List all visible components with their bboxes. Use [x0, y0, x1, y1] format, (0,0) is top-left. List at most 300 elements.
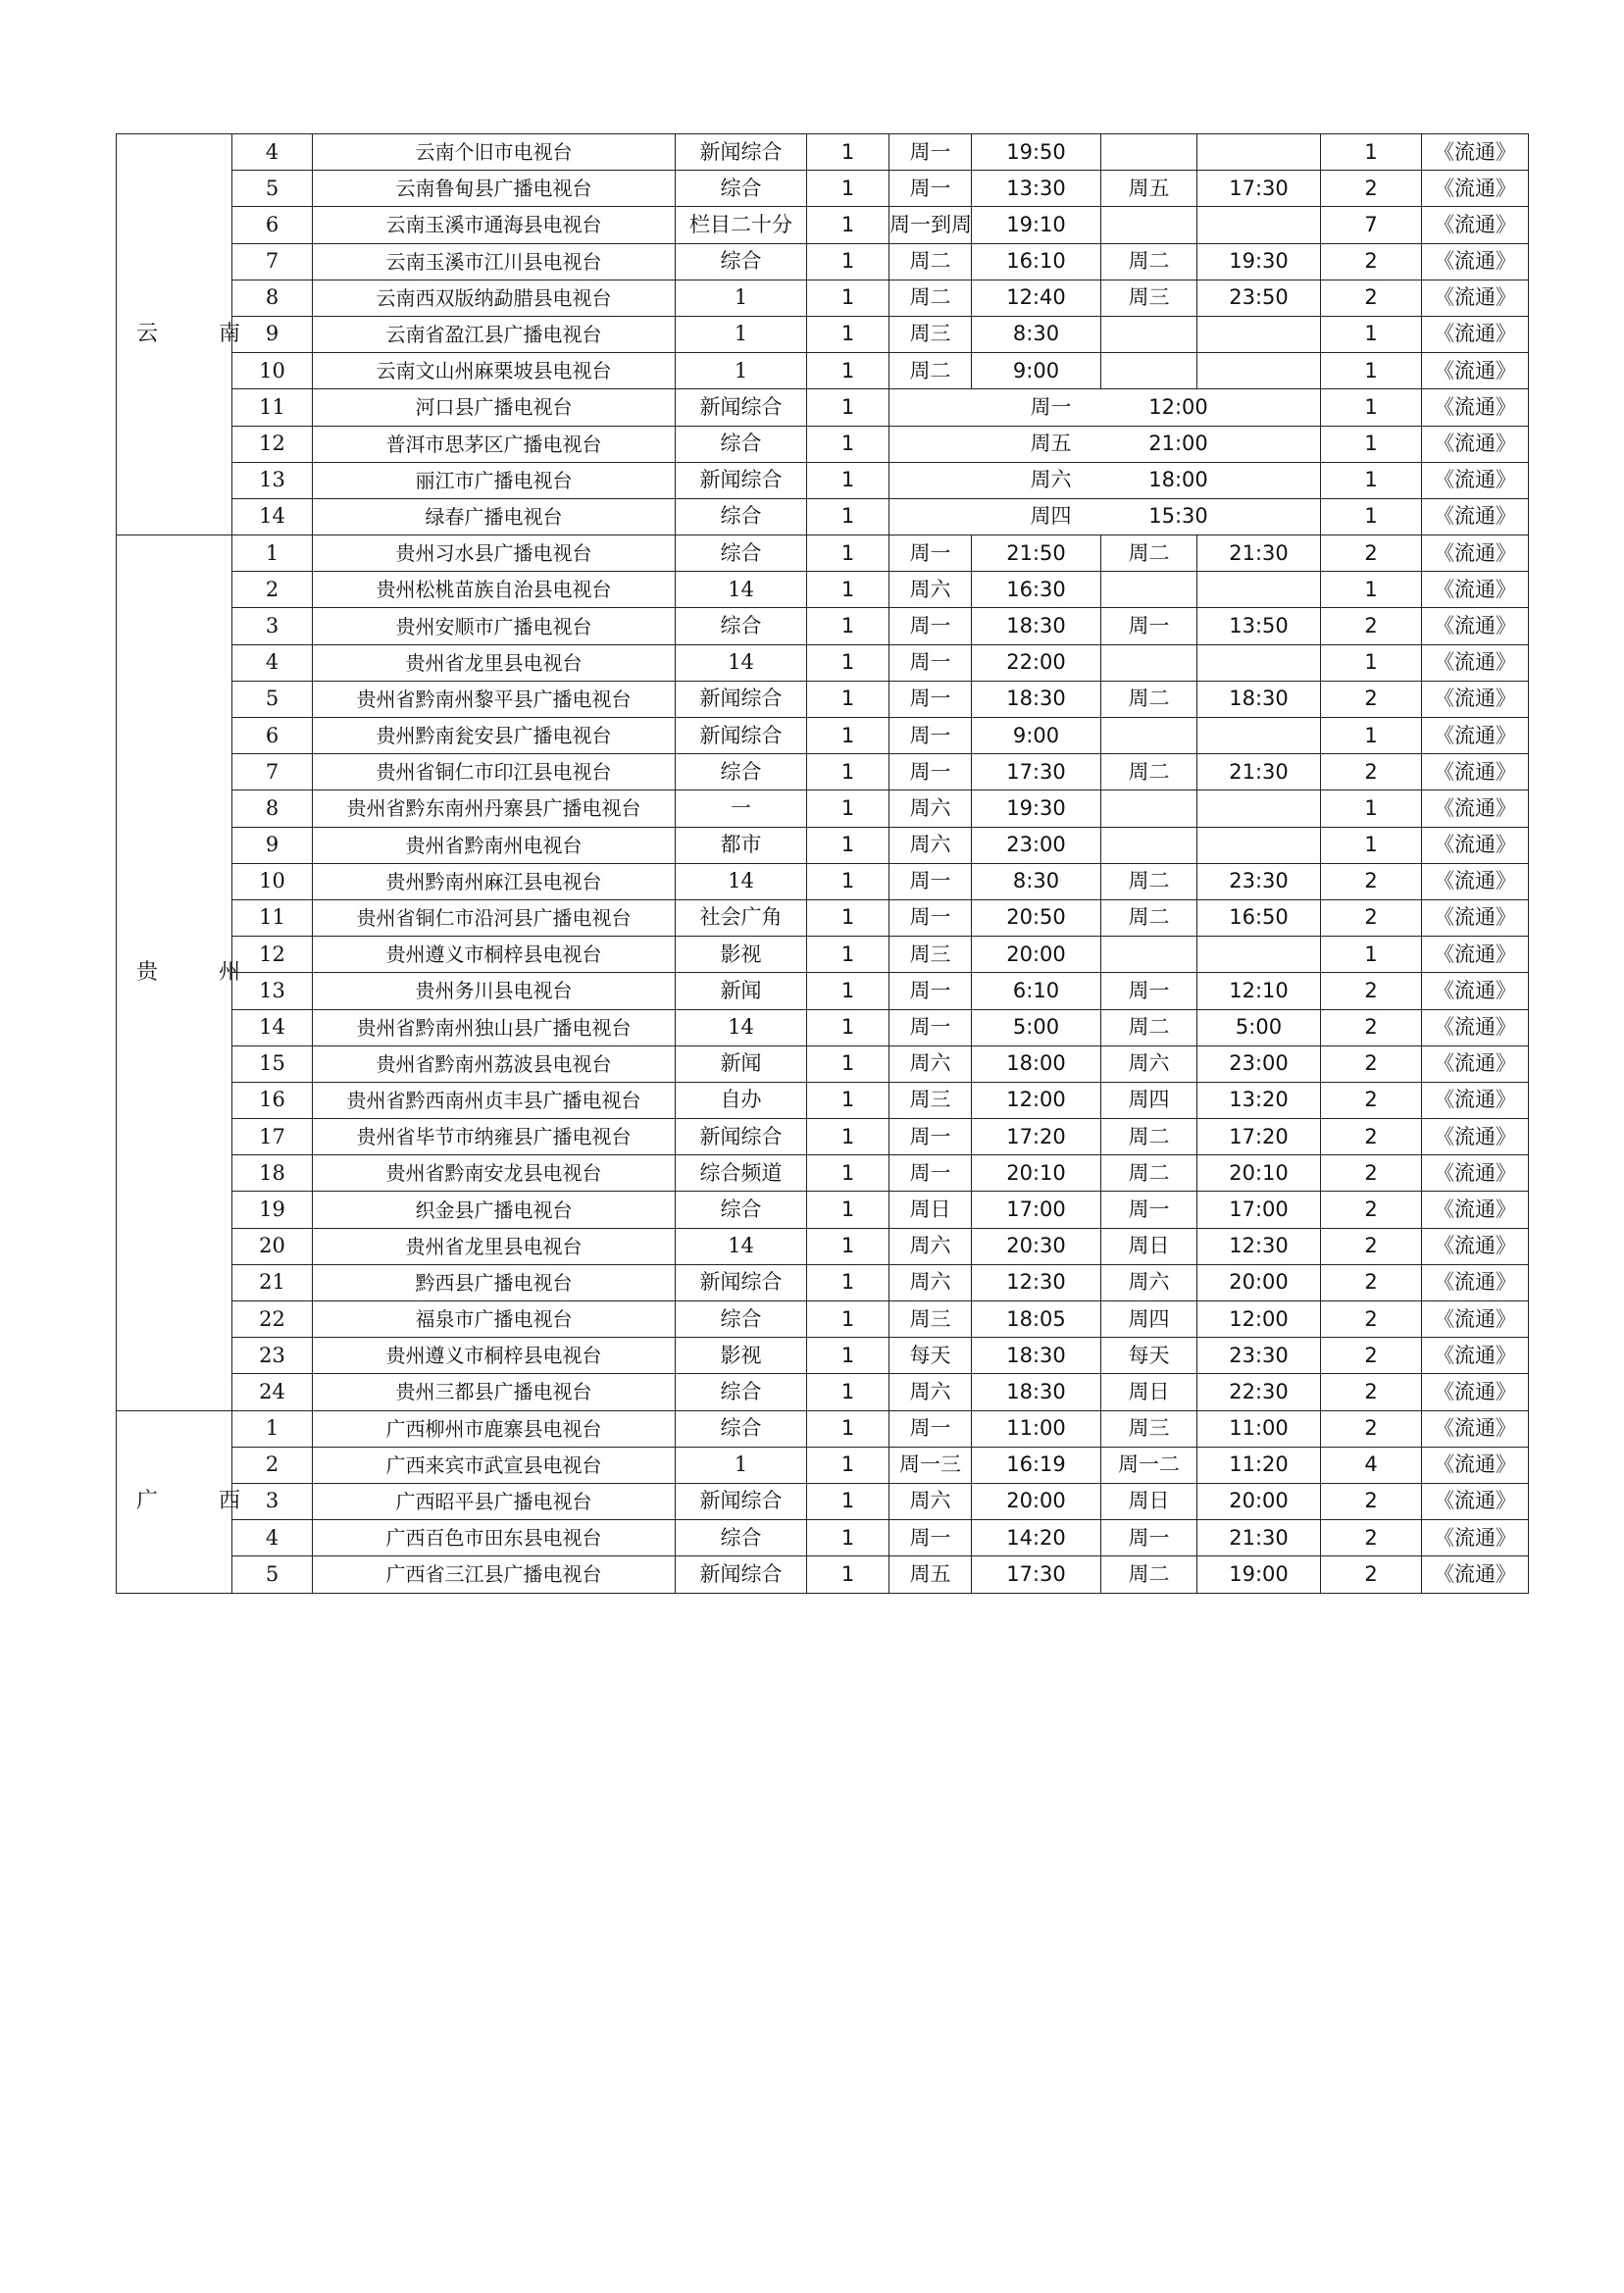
- station-name-cell: 云南省盈江县广播电视台: [313, 316, 676, 352]
- program-cell: 《流通》: [1422, 280, 1529, 316]
- first-time-cell: 18:30: [972, 1338, 1101, 1374]
- station-name-cell: 广西省三江县广播电视台: [313, 1556, 676, 1593]
- channel-cell: 综合: [676, 426, 807, 462]
- broadcast-time: 18:00: [1148, 468, 1208, 492]
- times-cell: 2: [1321, 973, 1422, 1009]
- station-name-cell: 河口县广播电视台: [313, 389, 676, 426]
- channel-cell: 新闻综合: [676, 1264, 807, 1300]
- second-day-cell: 周日: [1101, 1483, 1197, 1519]
- program-cell: 《流通》: [1422, 1228, 1529, 1264]
- row-number-cell: 13: [232, 973, 313, 1009]
- first-time-cell: 16:19: [972, 1447, 1101, 1483]
- second-time-cell: 11:20: [1197, 1447, 1321, 1483]
- first-day-cell: 周一三: [889, 1447, 972, 1483]
- first-day-cell: 每天: [889, 1338, 972, 1374]
- row-number-cell: 23: [232, 1338, 313, 1374]
- station-name-cell: 贵州省黔南州黎平县广播电视台: [313, 681, 676, 717]
- row-number-cell: 2: [232, 572, 313, 608]
- program-cell: 《流通》: [1422, 535, 1529, 572]
- station-name-cell: 贵州省龙里县电视台: [313, 644, 676, 681]
- station-name-cell: 贵州省黔南安龙县电视台: [313, 1155, 676, 1192]
- times-cell: 2: [1321, 1119, 1422, 1155]
- first-day-cell: 周一: [889, 681, 972, 717]
- second-time-cell: 23:30: [1197, 1338, 1321, 1374]
- broadcast-day: 周一: [1030, 394, 1072, 419]
- station-name-cell: 贵州省毕节市纳雍县广播电视台: [313, 1119, 676, 1155]
- second-day-cell: 周二: [1101, 1009, 1197, 1045]
- count-cell: 1: [807, 1264, 889, 1300]
- row-number-cell: 22: [232, 1301, 313, 1338]
- channel-cell: 影视: [676, 937, 807, 973]
- station-name-cell: 贵州省铜仁市沿河县广播电视台: [313, 899, 676, 936]
- times-cell: 2: [1321, 1264, 1422, 1300]
- program-cell: 《流通》: [1422, 243, 1529, 280]
- second-time-cell: 21:30: [1197, 535, 1321, 572]
- second-day-cell: [1101, 353, 1197, 389]
- station-name-cell: 绿春广播电视台: [313, 498, 676, 535]
- channel-cell: 综合: [676, 1520, 807, 1556]
- times-cell: 4: [1321, 1447, 1422, 1483]
- count-cell: 1: [807, 899, 889, 936]
- program-cell: 《流通》: [1422, 899, 1529, 936]
- times-cell: 1: [1321, 644, 1422, 681]
- first-time-cell: 20:10: [972, 1155, 1101, 1192]
- channel-cell: 综合: [676, 171, 807, 207]
- row-number-cell: 5: [232, 1556, 313, 1593]
- row-number-cell: 13: [232, 462, 313, 498]
- channel-cell: 综合: [676, 1192, 807, 1228]
- channel-cell: 1: [676, 1447, 807, 1483]
- second-time-cell: 13:20: [1197, 1082, 1321, 1118]
- program-cell: 《流通》: [1422, 316, 1529, 352]
- first-day-cell: 周六: [889, 572, 972, 608]
- first-day-cell: 周一: [889, 899, 972, 936]
- second-day-cell: 周日: [1101, 1228, 1197, 1264]
- count-cell: 1: [807, 171, 889, 207]
- times-cell: 1: [1321, 316, 1422, 352]
- times-cell: 2: [1321, 1483, 1422, 1519]
- station-name-cell: 贵州松桃苗族自治县电视台: [313, 572, 676, 608]
- first-day-cell: 周一: [889, 1410, 972, 1447]
- station-name-cell: 云南文山州麻栗坡县电视台: [313, 353, 676, 389]
- first-time-cell: 19:10: [972, 207, 1101, 243]
- count-cell: 1: [807, 426, 889, 462]
- table-row: [117, 353, 1529, 389]
- times-cell: 2: [1321, 1338, 1422, 1374]
- times-cell: 1: [1321, 134, 1422, 171]
- second-time-cell: [1197, 827, 1321, 863]
- first-day-cell: 周六: [889, 827, 972, 863]
- row-number-cell: 4: [232, 1520, 313, 1556]
- count-cell: 1: [807, 790, 889, 827]
- times-cell: 1: [1321, 937, 1422, 973]
- first-time-cell: 19:30: [972, 790, 1101, 827]
- second-time-cell: 17:00: [1197, 1192, 1321, 1228]
- second-time-cell: 19:00: [1197, 1556, 1321, 1593]
- table-row: [117, 1447, 1529, 1483]
- channel-cell: 综合: [676, 1301, 807, 1338]
- second-day-cell: 周一: [1101, 1520, 1197, 1556]
- station-name-cell: 贵州省黔南州荔波县电视台: [313, 1045, 676, 1082]
- row-number-cell: 7: [232, 243, 313, 280]
- first-day-cell: 周一: [889, 1520, 972, 1556]
- station-name-cell: 贵州习水县广播电视台: [313, 535, 676, 572]
- program-cell: 《流通》: [1422, 1338, 1529, 1374]
- count-cell: 1: [807, 973, 889, 1009]
- program-cell: 《流通》: [1422, 1447, 1529, 1483]
- count-cell: 1: [807, 316, 889, 352]
- row-number-cell: 9: [232, 827, 313, 863]
- row-number-cell: 10: [232, 863, 313, 899]
- first-day-cell: 周一: [889, 754, 972, 790]
- channel-cell: 新闻综合: [676, 718, 807, 754]
- first-day-cell: 周一: [889, 134, 972, 171]
- second-day-cell: [1101, 316, 1197, 352]
- channel-cell: 综合: [676, 608, 807, 644]
- broadcast-time: 12:00: [1148, 394, 1208, 419]
- station-name-cell: 广西百色市田东县电视台: [313, 1520, 676, 1556]
- second-time-cell: 5:00: [1197, 1009, 1321, 1045]
- first-day-cell: 周三: [889, 1301, 972, 1338]
- program-cell: 《流通》: [1422, 426, 1529, 462]
- station-name-cell: 黔西县广播电视台: [313, 1264, 676, 1300]
- program-cell: 《流通》: [1422, 498, 1529, 535]
- station-name-cell: 云南玉溪市通海县电视台: [313, 207, 676, 243]
- count-cell: 1: [807, 1301, 889, 1338]
- table-row: [117, 1301, 1529, 1338]
- table-row: [117, 899, 1529, 936]
- channel-cell: 14: [676, 644, 807, 681]
- times-cell: 1: [1321, 790, 1422, 827]
- times-cell: 2: [1321, 1009, 1422, 1045]
- times-cell: 2: [1321, 1410, 1422, 1447]
- times-cell: 2: [1321, 1301, 1422, 1338]
- times-cell: 2: [1321, 863, 1422, 899]
- second-time-cell: 23:00: [1197, 1045, 1321, 1082]
- channel-cell: 综合: [676, 1374, 807, 1410]
- first-day-cell: 周六: [889, 1374, 972, 1410]
- program-cell: 《流通》: [1422, 1009, 1529, 1045]
- second-day-cell: 周二: [1101, 681, 1197, 717]
- second-time-cell: [1197, 572, 1321, 608]
- times-cell: 1: [1321, 572, 1422, 608]
- row-number-cell: 1: [232, 535, 313, 572]
- program-cell: 《流通》: [1422, 1264, 1529, 1300]
- first-time-cell: 12:00: [972, 1082, 1101, 1118]
- station-name-cell: 丽江市广播电视台: [313, 462, 676, 498]
- row-number-cell: 14: [232, 1009, 313, 1045]
- broadcast-day: 周五: [1030, 432, 1072, 456]
- count-cell: 1: [807, 681, 889, 717]
- first-day-cell: 周日: [889, 1192, 972, 1228]
- program-cell: 《流通》: [1422, 1119, 1529, 1155]
- times-cell: 2: [1321, 280, 1422, 316]
- first-day-cell: 周一: [889, 718, 972, 754]
- station-name-cell: 普洱市思茅区广播电视台: [313, 426, 676, 462]
- province-cell: 贵 州: [117, 535, 232, 1411]
- table-row: [117, 280, 1529, 316]
- row-number-cell: 12: [232, 426, 313, 462]
- channel-cell: 综合: [676, 243, 807, 280]
- row-number-cell: 4: [232, 134, 313, 171]
- station-name-cell: 广西柳州市鹿寨县电视台: [313, 1410, 676, 1447]
- first-time-cell: 16:10: [972, 243, 1101, 280]
- row-number-cell: 6: [232, 207, 313, 243]
- second-day-cell: 周三: [1101, 280, 1197, 316]
- first-day-cell: 周一: [889, 535, 972, 572]
- row-number-cell: 21: [232, 1264, 313, 1300]
- channel-cell: 综合: [676, 1410, 807, 1447]
- table-row: [117, 681, 1529, 717]
- first-time-cell: 12:30: [972, 1264, 1101, 1300]
- program-cell: 《流通》: [1422, 863, 1529, 899]
- program-cell: 《流通》: [1422, 790, 1529, 827]
- channel-cell: 14: [676, 1009, 807, 1045]
- second-day-cell: 周六: [1101, 1045, 1197, 1082]
- channel-cell: 综合: [676, 754, 807, 790]
- first-time-cell: 17:00: [972, 1192, 1101, 1228]
- first-time-cell: 17:20: [972, 1119, 1101, 1155]
- second-day-cell: 周二: [1101, 1119, 1197, 1155]
- first-day-cell: 周一: [889, 973, 972, 1009]
- table-row: [117, 207, 1529, 243]
- count-cell: 1: [807, 1192, 889, 1228]
- table-row: [117, 1192, 1529, 1228]
- first-day-cell: 周六: [889, 1045, 972, 1082]
- count-cell: 1: [807, 1338, 889, 1374]
- row-number-cell: 14: [232, 498, 313, 535]
- channel-cell: 14: [676, 863, 807, 899]
- row-number-cell: 8: [232, 280, 313, 316]
- merged-schedule-cell: [889, 498, 1321, 535]
- first-time-cell: 17:30: [972, 754, 1101, 790]
- table-row: [117, 973, 1529, 1009]
- table-row: [117, 1119, 1529, 1155]
- channel-cell: 综合频道: [676, 1155, 807, 1192]
- merged-schedule-cell: [889, 462, 1321, 498]
- table-row: [117, 1155, 1529, 1192]
- second-day-cell: [1101, 644, 1197, 681]
- row-number-cell: 10: [232, 353, 313, 389]
- times-cell: 1: [1321, 827, 1422, 863]
- second-time-cell: 21:30: [1197, 754, 1321, 790]
- times-cell: 2: [1321, 1192, 1422, 1228]
- times-cell: 2: [1321, 1228, 1422, 1264]
- first-time-cell: 14:20: [972, 1520, 1101, 1556]
- table-row: [117, 316, 1529, 352]
- channel-cell: 新闻综合: [676, 1483, 807, 1519]
- second-day-cell: [1101, 718, 1197, 754]
- table-row: [117, 1520, 1529, 1556]
- count-cell: 1: [807, 498, 889, 535]
- table-row: [117, 1556, 1529, 1593]
- second-day-cell: 周五: [1101, 171, 1197, 207]
- table-row: [117, 718, 1529, 754]
- broadcast-day: 周六: [1030, 468, 1072, 492]
- program-cell: 《流通》: [1422, 1301, 1529, 1338]
- first-time-cell: 5:00: [972, 1009, 1101, 1045]
- second-day-cell: 周六: [1101, 1264, 1197, 1300]
- province-cell: 云 南: [117, 134, 232, 535]
- times-cell: 2: [1321, 1374, 1422, 1410]
- program-cell: 《流通》: [1422, 1045, 1529, 1082]
- channel-cell: 14: [676, 572, 807, 608]
- row-number-cell: 2: [232, 1447, 313, 1483]
- channel-cell: 新闻综合: [676, 389, 807, 426]
- first-day-cell: 周六: [889, 1228, 972, 1264]
- second-day-cell: 周二: [1101, 1556, 1197, 1593]
- second-time-cell: 19:30: [1197, 243, 1321, 280]
- table-row: [117, 462, 1529, 498]
- times-cell: 1: [1321, 718, 1422, 754]
- second-time-cell: 13:50: [1197, 608, 1321, 644]
- row-number-cell: 3: [232, 1483, 313, 1519]
- channel-cell: 1: [676, 353, 807, 389]
- first-time-cell: 13:30: [972, 171, 1101, 207]
- times-cell: 1: [1321, 353, 1422, 389]
- station-name-cell: 贵州省铜仁市印江县电视台: [313, 754, 676, 790]
- count-cell: 1: [807, 1410, 889, 1447]
- second-day-cell: 周二: [1101, 1155, 1197, 1192]
- station-name-cell: 云南西双版纳勐腊县电视台: [313, 280, 676, 316]
- second-day-cell: 周三: [1101, 1410, 1197, 1447]
- count-cell: 1: [807, 863, 889, 899]
- row-number-cell: 18: [232, 1155, 313, 1192]
- count-cell: 1: [807, 462, 889, 498]
- second-time-cell: 17:30: [1197, 171, 1321, 207]
- second-time-cell: [1197, 937, 1321, 973]
- channel-cell: 新闻综合: [676, 1119, 807, 1155]
- first-time-cell: 9:00: [972, 718, 1101, 754]
- first-time-cell: 16:30: [972, 572, 1101, 608]
- row-number-cell: 11: [232, 389, 313, 426]
- first-day-cell: 周三: [889, 316, 972, 352]
- table-row: [117, 498, 1529, 535]
- row-number-cell: 20: [232, 1228, 313, 1264]
- channel-cell: 1: [676, 316, 807, 352]
- times-cell: 1: [1321, 426, 1422, 462]
- row-number-cell: 7: [232, 754, 313, 790]
- table-row: [117, 608, 1529, 644]
- second-day-cell: 周一: [1101, 1192, 1197, 1228]
- count-cell: 1: [807, 1045, 889, 1082]
- channel-cell: 新闻: [676, 973, 807, 1009]
- second-day-cell: [1101, 207, 1197, 243]
- row-number-cell: 9: [232, 316, 313, 352]
- program-cell: 《流通》: [1422, 171, 1529, 207]
- count-cell: 1: [807, 1520, 889, 1556]
- first-day-cell: 周一: [889, 1119, 972, 1155]
- row-number-cell: 1: [232, 1410, 313, 1447]
- first-time-cell: 18:30: [972, 681, 1101, 717]
- first-day-cell: 周一: [889, 1009, 972, 1045]
- count-cell: 1: [807, 937, 889, 973]
- table-row: [117, 1045, 1529, 1082]
- first-time-cell: 9:00: [972, 353, 1101, 389]
- first-time-cell: 8:30: [972, 316, 1101, 352]
- count-cell: 1: [807, 718, 889, 754]
- first-time-cell: 20:50: [972, 899, 1101, 936]
- station-name-cell: 广西昭平县广播电视台: [313, 1483, 676, 1519]
- second-day-cell: 每天: [1101, 1338, 1197, 1374]
- second-day-cell: 周四: [1101, 1082, 1197, 1118]
- station-name-cell: 贵州省黔南州独山县广播电视台: [313, 1009, 676, 1045]
- times-cell: 1: [1321, 462, 1422, 498]
- channel-cell: 一: [676, 790, 807, 827]
- count-cell: 1: [807, 1009, 889, 1045]
- station-name-cell: 贵州黔南州麻江县电视台: [313, 863, 676, 899]
- first-day-cell: 周一: [889, 608, 972, 644]
- program-cell: 《流通》: [1422, 1192, 1529, 1228]
- first-day-cell: 周六: [889, 790, 972, 827]
- broadcast-schedule-table: [116, 133, 1529, 1594]
- table-row: [117, 134, 1529, 171]
- program-cell: 《流通》: [1422, 681, 1529, 717]
- station-name-cell: 云南鲁甸县广播电视台: [313, 171, 676, 207]
- first-day-cell: 周一: [889, 171, 972, 207]
- first-time-cell: 20:00: [972, 1483, 1101, 1519]
- first-day-cell: 周二: [889, 243, 972, 280]
- second-day-cell: [1101, 827, 1197, 863]
- second-day-cell: 周二: [1101, 899, 1197, 936]
- count-cell: 1: [807, 754, 889, 790]
- count-cell: 1: [807, 1228, 889, 1264]
- count-cell: 1: [807, 1447, 889, 1483]
- row-number-cell: 4: [232, 644, 313, 681]
- second-day-cell: 周二: [1101, 243, 1197, 280]
- second-time-cell: [1197, 790, 1321, 827]
- second-time-cell: 16:50: [1197, 899, 1321, 936]
- row-number-cell: 5: [232, 171, 313, 207]
- second-day-cell: 周二: [1101, 863, 1197, 899]
- times-cell: 2: [1321, 243, 1422, 280]
- row-number-cell: 6: [232, 718, 313, 754]
- channel-cell: 新闻: [676, 1045, 807, 1082]
- program-cell: 《流通》: [1422, 1410, 1529, 1447]
- second-day-cell: [1101, 790, 1197, 827]
- second-time-cell: 21:30: [1197, 1520, 1321, 1556]
- table-row: [117, 389, 1529, 426]
- table-row: [117, 1228, 1529, 1264]
- count-cell: 1: [807, 1483, 889, 1519]
- row-number-cell: 12: [232, 937, 313, 973]
- table-row: [117, 754, 1529, 790]
- count-cell: 1: [807, 1556, 889, 1593]
- table-row: [117, 1009, 1529, 1045]
- times-cell: 2: [1321, 1082, 1422, 1118]
- table-row: [117, 827, 1529, 863]
- first-day-cell: 周三: [889, 937, 972, 973]
- row-number-cell: 5: [232, 681, 313, 717]
- row-number-cell: 17: [232, 1119, 313, 1155]
- count-cell: 1: [807, 389, 889, 426]
- program-cell: 《流通》: [1422, 207, 1529, 243]
- first-day-cell: 周一: [889, 644, 972, 681]
- table-row: [117, 535, 1529, 572]
- merged-schedule-cell: [889, 426, 1321, 462]
- table-row: [117, 937, 1529, 973]
- channel-cell: 综合: [676, 535, 807, 572]
- station-name-cell: 广西来宾市武宣县电视台: [313, 1447, 676, 1483]
- count-cell: 1: [807, 1374, 889, 1410]
- second-time-cell: [1197, 644, 1321, 681]
- program-cell: 《流通》: [1422, 389, 1529, 426]
- table-row: [117, 243, 1529, 280]
- program-cell: 《流通》: [1422, 1556, 1529, 1593]
- count-cell: 1: [807, 644, 889, 681]
- row-number-cell: 11: [232, 899, 313, 936]
- station-name-cell: 云南玉溪市江川县电视台: [313, 243, 676, 280]
